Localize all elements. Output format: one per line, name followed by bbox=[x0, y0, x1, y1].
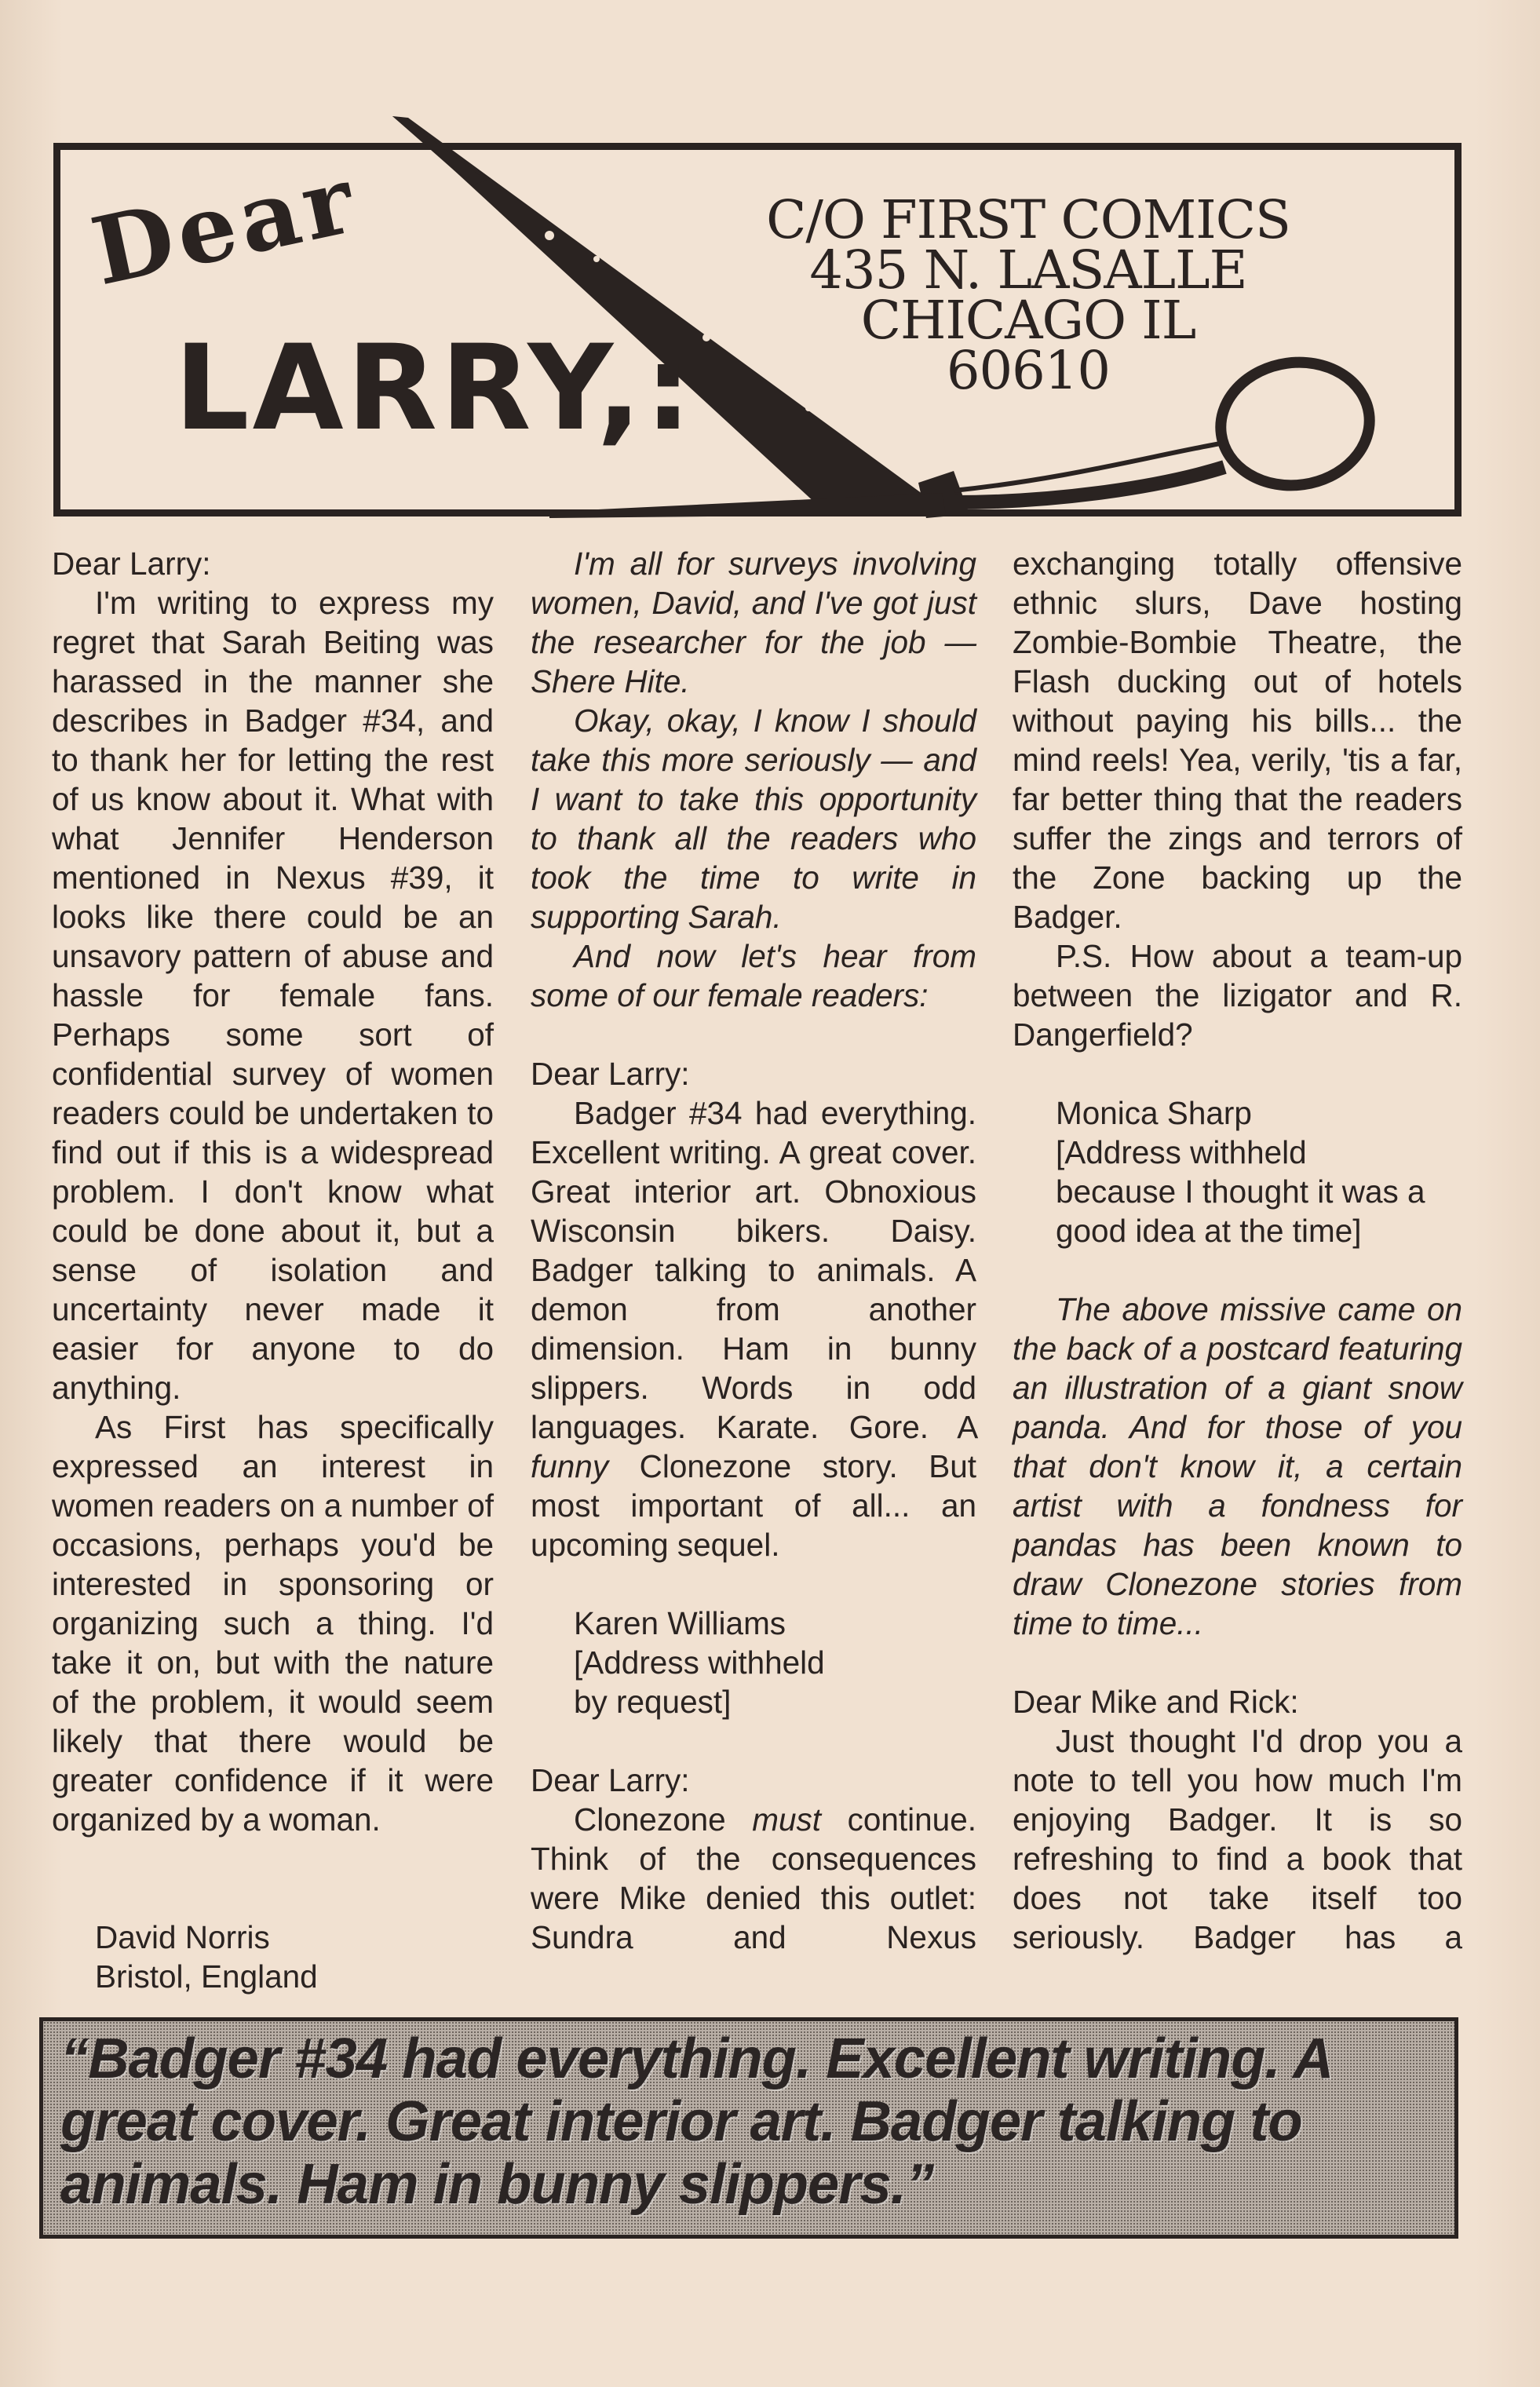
letter-signature-address: [Address withheld bbox=[574, 1644, 825, 1681]
letter-paragraph: exchanging totally offensive ethnic slurs, Dave hosting Zombie-Bombie Theatre, the Flash ducking out of hotels without paying his bills... the mind reels! Yea, verily, 'tis a far, far better thing that the readers suffer the zings and terrors of the Zone backing up the Badger. bbox=[1013, 546, 1462, 935]
letter-signature-address: because I thought it was a bbox=[1056, 1173, 1425, 1210]
editor-reply: The above missive came on the back of a postcard featuring an illustration of a giant snow panda. And for those of you that don't know it, a certain artist with a fondness for pandas has been known to draw Clonezone stories from time to time... bbox=[1013, 1291, 1462, 1641]
mailing-address bbox=[691, 189, 1366, 401]
letter-signature-name: Monica Sharp bbox=[1056, 1095, 1252, 1131]
column-1 bbox=[52, 544, 494, 1996]
letter-signature-name: Karen Williams bbox=[574, 1605, 786, 1641]
letter-paragraph bbox=[531, 1093, 976, 1564]
address-line: C/O FIRST COMICS bbox=[766, 189, 1290, 250]
letter-emphasis: must bbox=[752, 1801, 822, 1838]
address-line: 60610 bbox=[946, 340, 1111, 401]
letter-signature-address: good idea at the time] bbox=[1056, 1213, 1362, 1249]
letter-text: Badger #34 had everything. Excellent writing. A great cover. Great interior art. Obnoxious Wisconsin bikers. Daisy. Badger talking to animals. A demon from another dimension. Ham in bunny slippers. Words in odd languages. Karate. Gore. A bbox=[531, 1095, 976, 1445]
column-3 bbox=[1013, 544, 1462, 1957]
letter-emphasis: funny bbox=[531, 1448, 609, 1484]
editor-reply: I'm all for surveys involving women, David, and I've got just the researcher for the job — Shere Hite. bbox=[531, 546, 976, 699]
letter-text: continue. Think of the consequences were Mike denied this outlet: Sundra and Nexus bbox=[531, 1801, 976, 1955]
letter-signature-place: Bristol, England bbox=[95, 1958, 318, 1995]
letter-paragraph: Just thought I'd drop you a note to tell you how much I'm enjoying Badger. It is so refreshing to find a book that does not take itself too seriously. Badger has a bbox=[1013, 1723, 1462, 1955]
pull-quote-box bbox=[39, 2017, 1458, 2239]
letter-signature-name: David Norris bbox=[95, 1919, 270, 1955]
masthead-larry: LARRY,: bbox=[174, 320, 695, 457]
masthead-dear: Dear bbox=[82, 144, 367, 307]
letter-salutation: Dear Larry: bbox=[52, 546, 211, 582]
letter-paragraph: I'm writing to express my regret that Sarah Beiting was harassed in the manner she describes in Badger #34, and to thank her for letting the rest of us know about it. What with what Jennifer Henderson mentioned in Nexus #39, it looks like there could be an unsavory pattern of abuse and hassle for female fans. Perhaps some sort of confidential survey of women readers could be undertaken to find out if this is a widespread problem. I don't know what could be done about it, but a sense of isolation and uncertainty never made it easier for anyone to do anything. bbox=[52, 585, 494, 1406]
letter-postscript: P.S. How about a team-up between the lizigator and R. Dangerfield? bbox=[1013, 938, 1462, 1053]
column-2 bbox=[531, 544, 976, 1957]
letter-salutation: Dear Larry: bbox=[531, 1056, 690, 1092]
address-line: 435 N. LASALLE bbox=[809, 239, 1247, 301]
letter-signature-address: by request] bbox=[574, 1684, 732, 1720]
letter-salutation: Dear Larry: bbox=[531, 1762, 690, 1798]
letter-salutation: Dear Mike and Rick: bbox=[1013, 1684, 1299, 1720]
editor-reply: And now let's hear from some of our female readers: bbox=[531, 938, 976, 1013]
letter-paragraph: As First has specifically expressed an interest in women readers on a number of occasions, perhaps you'd be interested in sponsoring or organizing such a thing. I'd take it on, but with the nature of the problem, it would seem likely that there would be greater confidence if it were organized by a woman. bbox=[52, 1409, 494, 1838]
pull-quote-text: “Badger #34 had everything. Excellent writing. A great cover. Great interior art. Badger talking to animals. Ham in bunny slippers.” bbox=[60, 2027, 1331, 2216]
letter-text: Clonezone story. But most important of all... an upcoming sequel. bbox=[531, 1448, 976, 1563]
letter-paragraph bbox=[531, 1800, 976, 1957]
letter-text: Clonezone bbox=[574, 1801, 753, 1838]
address-line: CHICAGO IL bbox=[860, 290, 1196, 351]
editor-reply: Okay, okay, I know I should take this more seriously — and I want to take this opportunity to thank all the readers who took the time to write in supporting Sarah. bbox=[531, 703, 976, 935]
letter-signature-address: [Address withheld bbox=[1056, 1134, 1307, 1170]
